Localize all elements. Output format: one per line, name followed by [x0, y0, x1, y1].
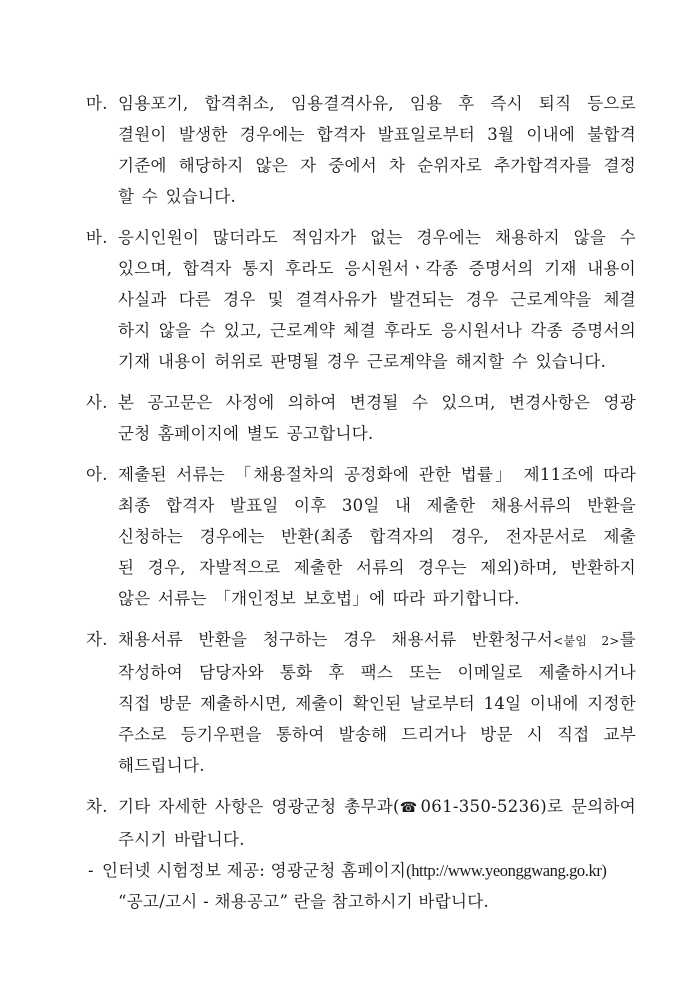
notice-item-cha — [86, 791, 636, 855]
item-line: 최종 합격자 발표일 이후 30일 내 제출한 채용서류의 반환을 — [118, 496, 636, 515]
line-text: )로 문의하여 — [540, 797, 636, 816]
note-line — [102, 855, 636, 886]
line-text: 를 — [619, 630, 637, 649]
item-line: 응시인원이 많더라도 적임자가 없는 경우에는 채용하지 않을 수 — [118, 228, 636, 247]
item-label: 자. — [86, 630, 108, 649]
item-line: 직접 방문 제출하시면, 제출이 확인된 날로부터 14일 이내에 지정한 — [118, 694, 636, 713]
item-line: 군청 홈페이지에 별도 공고합니다. — [118, 424, 374, 443]
item-line: 제출된 서류는 「채용절차의 공정화에 관한 법률」 제11조에 따라 — [118, 465, 636, 484]
line-text: 인터넷 시험정보 제공: 영광군청 홈페이지 — [102, 861, 407, 880]
item-label: 차. — [86, 797, 108, 816]
item-line: 신청하는 경우에는 반환(최종 합격자의 경우, 전자문서로 제출 — [118, 527, 636, 546]
line-text: 기타 자세한 사항은 영광군청 총무과( — [118, 797, 400, 816]
internet-info-note — [86, 855, 636, 917]
notice-item-ma — [86, 88, 636, 212]
item-line: 결원이 발생한 경우에는 합격자 발표일로부터 3월 이내에 불합격 — [118, 125, 636, 144]
homepage-url-link[interactable]: (http://www.yeonggwang.go.kr) — [406, 861, 607, 880]
notice-item-a — [86, 459, 636, 614]
notice-item-sa — [86, 387, 636, 449]
item-line: 주소로 등기우편을 통하여 발송해 드리거나 방문 시 직접 교부 — [118, 725, 636, 744]
phone-number: 061-350-5236 — [420, 797, 541, 816]
attachment-reference: <붙임 2> — [553, 634, 620, 648]
item-label: 바. — [86, 228, 108, 247]
item-line — [118, 791, 636, 824]
notice-document — [86, 88, 636, 917]
item-line: 기준에 해당하지 않은 자 중에서 차 순위자로 추가합격자를 결정 — [118, 156, 636, 175]
notice-item-ba — [86, 222, 636, 377]
item-line: 임용포기, 합격취소, 임용결격사유, 임용 후 즉시 퇴직 등으로 — [118, 94, 636, 113]
item-line — [118, 624, 636, 657]
item-line: 작성하여 담당자와 통화 후 팩스 또는 이메일로 제출하시거나 — [118, 663, 636, 682]
telephone-icon: ☎ — [399, 800, 418, 816]
item-line: 하지 않을 수 있고, 근로계약 체결 후라도 응시원서나 각종 증명서의 — [118, 321, 636, 340]
item-line: 본 공고문은 사정에 의하여 변경될 수 있으며, 변경사항은 영광 — [118, 393, 636, 412]
item-line: 않은 서류는 「개인정보 보호법」에 따라 파기합니다. — [118, 589, 520, 608]
item-label: 사. — [86, 393, 108, 412]
notice-item-ja — [86, 624, 636, 781]
item-label: 아. — [86, 465, 108, 484]
item-line: 기재 내용이 허위로 판명될 경우 근로계약을 해지할 수 있습니다. — [118, 352, 607, 371]
item-line: 해드립니다. — [118, 756, 205, 775]
item-line: 된 경우, 자발적으로 제출한 서류의 경우는 제외)하며, 반환하지 — [118, 558, 636, 577]
note-line: “공고/고시 - 채용공고” 란을 참고하시기 바랍니다. — [118, 892, 490, 911]
item-label: 마. — [86, 94, 108, 113]
item-line: 주시기 바랍니다. — [118, 830, 245, 849]
note-bullet: - — [88, 861, 94, 880]
line-text: 채용서류 반환을 청구하는 경우 채용서류 반환청구서 — [118, 630, 554, 649]
item-line: 사실과 다른 경우 및 결격사유가 발견되는 경우 근로계약을 체결 — [118, 290, 636, 309]
item-line: 할 수 있습니다. — [118, 187, 237, 206]
item-line: 있으며, 합격자 통지 후라도 응시원서ㆍ각종 증명서의 기재 내용이 — [118, 259, 636, 278]
